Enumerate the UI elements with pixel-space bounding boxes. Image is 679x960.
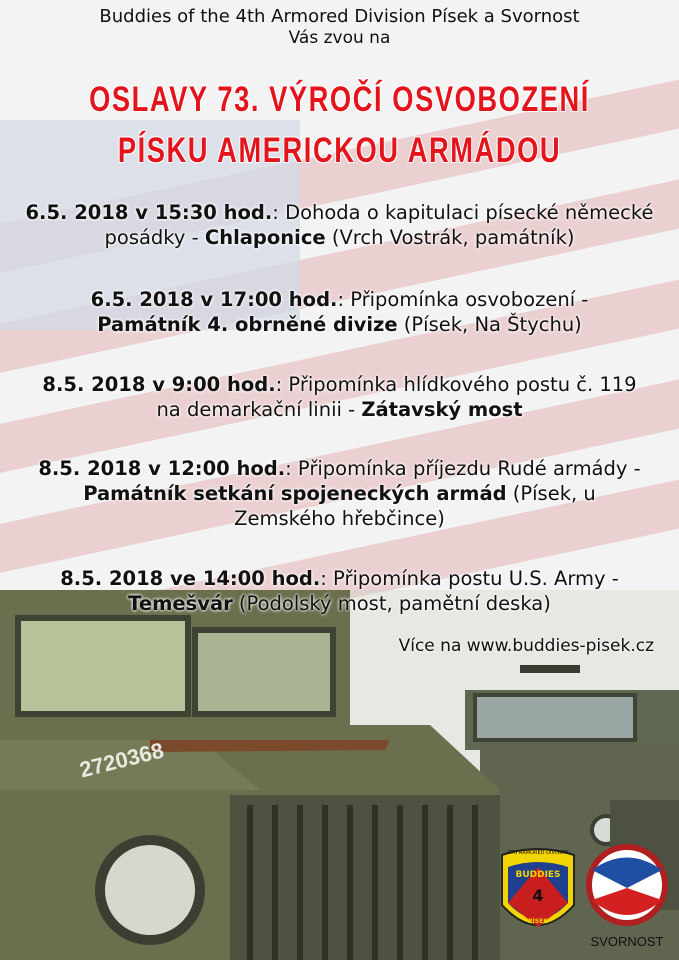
event-place: Chlaponice [204,226,326,249]
headline-line-1: OSLAVY 73. VÝROČÍ OSVOBOZENÍ [89,80,590,119]
more-info-link[interactable]: Více na www.buddies-pisek.cz [398,636,654,656]
event-description: : Připomínka hlídkového postu č. 119 na demarkační linii - [156,373,637,421]
invite-line: Vás zvou na [288,28,391,48]
event-location-note: (Písek, Na Štychu) [397,313,582,336]
event-place: Památník setkání spojeneckých armád [83,482,507,505]
event-description: : Připomínka postu U.S. Army - [320,567,619,590]
event-time: 8.5. 2018 v 12:00 hod. [38,457,286,480]
badge-title: BUDDIES [515,870,561,880]
event-item [0,200,679,250]
event-place: Temešvár [128,592,233,615]
event-item [0,372,679,422]
event-time: 8.5. 2018 v 9:00 hod. [42,373,276,396]
svornost-logo [582,840,672,952]
event-time: 8.5. 2018 ve 14:00 hod. [60,567,321,590]
event-item [0,456,679,531]
buddies-4th-armored-badge [498,845,578,937]
badge-bottom-text: PÍSEK [528,918,548,925]
event-item [0,566,679,616]
event-item [0,287,679,337]
event-description: : Připomínka osvobození - [337,288,589,311]
event-location-note: (Vrch Vostrák, památník) [325,226,575,249]
badge-top-text: 4TH ARMORED DIVISION [507,850,569,856]
event-time: 6.5. 2018 v 17:00 hod. [90,288,338,311]
event-time: 6.5. 2018 v 15:30 hod. [25,201,273,224]
event-place: Památník 4. obrněné divize [97,313,398,336]
organizers: Buddies of the 4th Armored Division Písek a Svornost [99,6,580,27]
headline-line-2: PÍSKU AMERICKOU ARMÁDOU [117,131,562,170]
truck-number: 2720368 [77,737,167,783]
badge-number: 4 [532,886,544,905]
svornost-label: SVORNOST [590,934,664,949]
event-description: : Připomínka příjezdu Rudé armády - [285,457,641,480]
event-place: Zátavský most [361,398,523,421]
event-location-note: (Písek, u Zemského hřebčince) [234,482,596,530]
event-location-note: (Podolský most, pamětní deska) [232,592,551,615]
event-description: : Dohoda o kapitulaci písecké německé posádky - [104,201,654,249]
